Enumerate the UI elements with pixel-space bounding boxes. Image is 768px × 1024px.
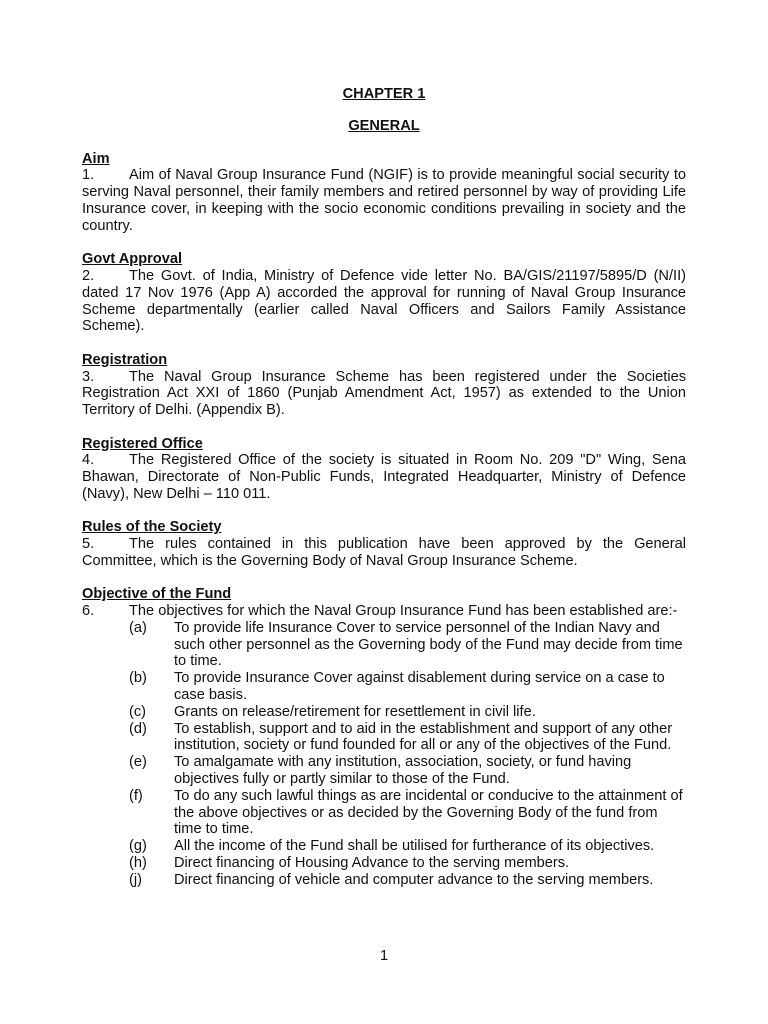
- paragraph-number: 3.: [82, 368, 95, 385]
- paragraph-number: 4.: [82, 452, 95, 469]
- section-paragraph: [82, 268, 686, 335]
- list-item-label: (d): [129, 720, 147, 737]
- list-item-label: (h): [129, 855, 147, 872]
- section-registration: [82, 352, 686, 419]
- section-aim: [82, 151, 686, 235]
- list-item: [82, 704, 686, 721]
- list-item-text: Direct financing of vehicle and computer advance to the serving members.: [174, 871, 654, 888]
- paragraph-number: 6.: [82, 603, 95, 620]
- list-item: [82, 670, 686, 704]
- list-item: [82, 872, 686, 889]
- chapter-title: GENERAL: [348, 118, 420, 135]
- section-heading: Govt Approval: [82, 251, 183, 268]
- paragraph-text: The Registered Office of the society is situated in Room No. 209 "D" Wing, Sena Bhawan, Directorate of Non-Public Funds, Integrated Headquarter, Ministry of Defence (Navy), New Delhi – 110 011.: [82, 452, 686, 502]
- page-number: 1: [379, 948, 389, 964]
- paragraph-text: The Naval Group Insurance Scheme has been registered under the Societies Registration Act XXI of 1860 (Punjab Amendment Act, 1957) as extended to the Union Territory of Delhi. (Appendix B).: [82, 368, 686, 419]
- list-item-label: (f): [129, 787, 143, 804]
- list-item-label: (c): [129, 703, 147, 720]
- section-heading: Registered Office: [82, 435, 203, 452]
- list-item-label: (j): [129, 871, 142, 888]
- list-item-text: To provide Insurance Cover against disablement during service on a case to case basis.: [174, 670, 665, 704]
- section-paragraph: [82, 603, 686, 620]
- objectives-list: [82, 620, 686, 889]
- paragraph-text: The objectives for which the Naval Group Insurance Fund has been established are:-: [129, 603, 678, 620]
- list-item-text: To establish, support and to aid in the establishment and support of any other institution, society or fund founded for all or any of the objectives of the Fund.: [174, 720, 673, 754]
- paragraph-number: 5.: [82, 536, 95, 553]
- list-item-text: Direct financing of Housing Advance to the serving members.: [174, 855, 570, 872]
- paragraph-number: 2.: [82, 267, 95, 284]
- list-item-label: (a): [129, 619, 147, 636]
- list-item-label: (e): [129, 754, 147, 771]
- list-item-label: (b): [129, 670, 147, 687]
- list-item: [82, 620, 686, 670]
- paragraph-text: Aim of Naval Group Insurance Fund (NGIF) is to provide meaningful social security to serving Naval personnel, their family members and retired personnel by way of providing Life Insurance cover, in keeping with the socio economic conditions prevailing in society and the country.: [82, 167, 686, 234]
- list-item-text: All the income of the Fund shall be utilised for furtherance of its objectives.: [174, 838, 655, 855]
- list-item-label: (g): [129, 838, 147, 855]
- section-registered-office: [82, 436, 686, 503]
- section-objective-of-fund: [82, 586, 686, 888]
- list-item-text: To provide life Insurance Cover to service personnel of the Indian Navy and such other personnel as the Governing body of the Fund may decide from time to time.: [174, 619, 683, 670]
- list-item: [82, 788, 686, 838]
- paragraph-text: The Govt. of India, Ministry of Defence vide letter No. BA/GIS/21197/5895/D (N/II) dated 17 Nov 1976 (App A) accorded the approval for running of Naval Group Insurance Scheme departmentally (earlier called Naval Officers and Sailors Family Assistance Scheme).: [82, 267, 686, 335]
- document-page: [82, 86, 686, 889]
- section-paragraph: [82, 167, 686, 234]
- list-item: [82, 838, 686, 855]
- list-item-text: To do any such lawful things as are incidental or conducive to the attainment of the above objectives or as decided by the Governing Body of the fund from time to time.: [174, 787, 683, 838]
- section-govt-approval: [82, 251, 686, 335]
- section-paragraph: [82, 452, 686, 502]
- paragraph-number: 1.: [82, 167, 95, 184]
- section-heading: Aim: [82, 150, 110, 167]
- list-item: [82, 754, 686, 788]
- section-heading: Objective of the Fund: [82, 586, 232, 603]
- section-heading: Rules of the Society: [82, 519, 222, 536]
- section-rules-of-society: [82, 519, 686, 569]
- paragraph-text: The rules contained in this publication have been approved by the General Committee, which is the Governing Body of Naval Group Insurance Scheme.: [82, 536, 686, 569]
- list-item-text: Grants on release/retirement for resettlement in civil life.: [174, 703, 536, 720]
- section-paragraph: [82, 536, 686, 570]
- section-paragraph: [82, 369, 686, 419]
- list-item: [82, 855, 686, 872]
- section-heading: Registration: [82, 351, 168, 368]
- list-item-text: To amalgamate with any institution, association, society, or fund having objectives fully or partly similar to those of the Fund.: [174, 754, 632, 788]
- list-item: [82, 721, 686, 755]
- chapter-heading: CHAPTER 1: [342, 86, 426, 102]
